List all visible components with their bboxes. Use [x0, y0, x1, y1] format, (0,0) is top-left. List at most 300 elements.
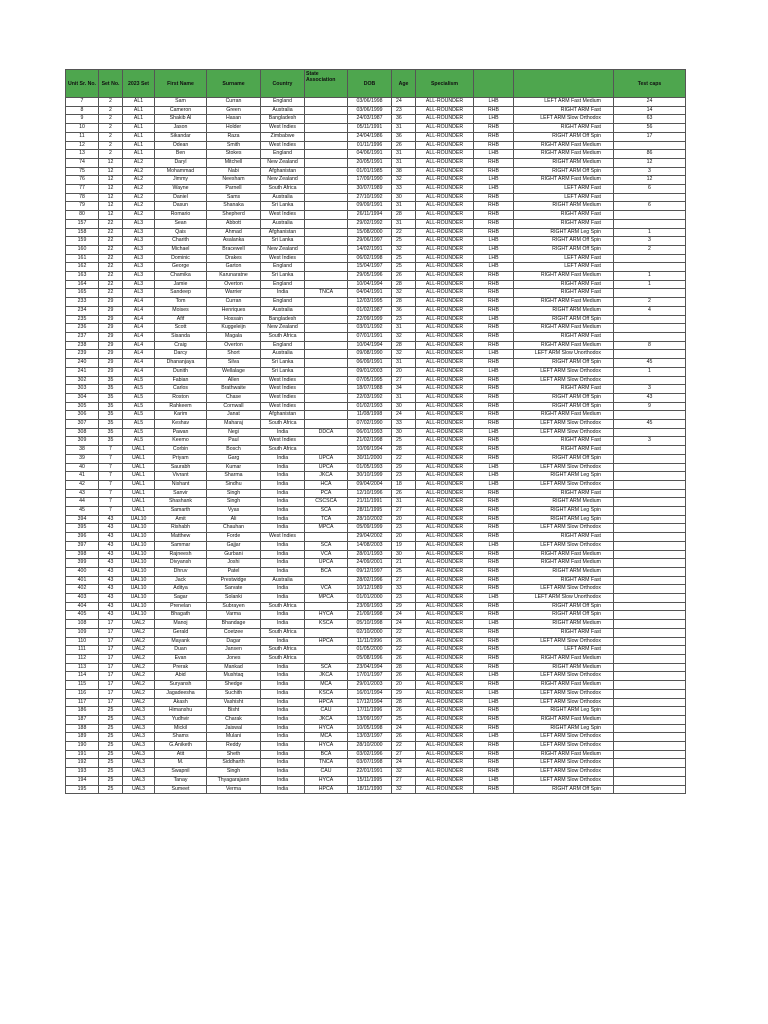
test-caps-cell: [614, 637, 686, 646]
test-caps-cell: [614, 472, 686, 481]
state-association-cell: [305, 533, 348, 542]
age-cell: 27: [392, 376, 416, 385]
surname-cell: Magala: [207, 332, 261, 341]
unit-sr-no-cell: 161: [66, 254, 99, 263]
batting-hand-cell: RHB: [474, 202, 514, 211]
specialism-cell: ALL-ROUNDER: [416, 733, 474, 742]
state-association-cell: [305, 167, 348, 176]
first-name-cell: Dhananjaya: [155, 359, 207, 368]
dob-cell: 28/10/2002: [348, 515, 392, 524]
set-no-cell: 43: [99, 611, 123, 620]
dob-cell: 18/11/1990: [348, 785, 392, 794]
batting-hand-cell: RHB: [474, 402, 514, 411]
specialism-cell: ALL-ROUNDER: [416, 158, 474, 167]
set-2023-cell: UAL2: [123, 637, 155, 646]
surname-cell: Chauhan: [207, 524, 261, 533]
age-cell: 23: [392, 472, 416, 481]
table-row: [66, 637, 686, 646]
table-row: [66, 245, 686, 254]
first-name-cell: Bhagath: [155, 611, 207, 620]
unit-sr-no-cell: 400: [66, 567, 99, 576]
country-cell: India: [261, 507, 305, 516]
first-name-cell: Sumeet: [155, 785, 207, 794]
dob-cell: 27/10/1992: [348, 193, 392, 202]
country-cell: West Indies: [261, 385, 305, 394]
dob-cell: 15/11/1995: [348, 776, 392, 785]
first-name-cell: Divyansh: [155, 559, 207, 568]
table-row: [66, 298, 686, 307]
first-name-cell: Wayne: [155, 185, 207, 194]
bowling-style-cell: RIGHT ARM Off Spin: [514, 237, 614, 246]
set-2023-cell: UAL3: [123, 742, 155, 751]
batting-hand-cell: RHB: [474, 298, 514, 307]
set-2023-cell: UAL2: [123, 646, 155, 655]
bowling-style-cell: LEFT ARM Slow Unorthodox: [514, 594, 614, 603]
set-2023-cell: AL3: [123, 272, 155, 281]
test-caps-cell: 24: [614, 98, 686, 107]
batting-hand-cell: LHB: [474, 367, 514, 376]
set-no-cell: 25: [99, 768, 123, 777]
state-association-cell: [305, 158, 348, 167]
unit-sr-no-cell: 241: [66, 367, 99, 376]
state-association-cell: KSCA: [305, 620, 348, 629]
first-name-cell: Keemo: [155, 437, 207, 446]
batting-hand-cell: RHB: [474, 211, 514, 220]
unit-sr-no-cell: 194: [66, 776, 99, 785]
specialism-cell: ALL-ROUNDER: [416, 385, 474, 394]
bowling-style-cell: LEFT ARM Fast: [514, 263, 614, 272]
specialism-cell: ALL-ROUNDER: [416, 715, 474, 724]
bowling-style-cell: LEFT ARM Slow Orthodox: [514, 698, 614, 707]
test-caps-cell: [614, 785, 686, 794]
specialism-cell: ALL-ROUNDER: [416, 576, 474, 585]
set-2023-cell: UAL3: [123, 733, 155, 742]
bowling-style-cell: RIGHT ARM Off Spin: [514, 393, 614, 402]
first-name-cell: Amit: [155, 515, 207, 524]
specialism-cell: ALL-ROUNDER: [416, 245, 474, 254]
country-cell: Afghanistan: [261, 167, 305, 176]
specialism-cell: ALL-ROUNDER: [416, 315, 474, 324]
dob-cell: 28/01/1993: [348, 550, 392, 559]
set-2023-cell: AL1: [123, 115, 155, 124]
dob-cell: 09/08/1990: [348, 350, 392, 359]
specialism-cell: ALL-ROUNDER: [416, 698, 474, 707]
test-caps-cell: [614, 289, 686, 298]
dob-cell: 14/02/1991: [348, 245, 392, 254]
test-caps-cell: [614, 332, 686, 341]
dob-cell: 29/05/1996: [348, 272, 392, 281]
unit-sr-no-cell: 307: [66, 420, 99, 429]
surname-cell: Neesham: [207, 176, 261, 185]
country-cell: India: [261, 750, 305, 759]
test-caps-cell: [614, 324, 686, 333]
age-cell: 34: [392, 385, 416, 394]
test-caps-cell: [614, 689, 686, 698]
specialism-cell: ALL-ROUNDER: [416, 559, 474, 568]
country-cell: New Zealand: [261, 158, 305, 167]
country-cell: Sri Lanka: [261, 272, 305, 281]
first-name-cell: Swapnil: [155, 768, 207, 777]
set-no-cell: 43: [99, 602, 123, 611]
batting-hand-cell: RHB: [474, 655, 514, 664]
dob-cell: 05/09/1999: [348, 524, 392, 533]
batting-hand-cell: RHB: [474, 681, 514, 690]
first-name-cell: Tom: [155, 298, 207, 307]
age-cell: 21: [392, 559, 416, 568]
country-cell: South Africa: [261, 446, 305, 455]
batting-hand-cell: LHB: [474, 672, 514, 681]
specialism-cell: ALL-ROUNDER: [416, 280, 474, 289]
unit-sr-no-cell: 193: [66, 768, 99, 777]
surname-cell: Bisht: [207, 707, 261, 716]
first-name-cell: Jimmy: [155, 176, 207, 185]
specialism-cell: ALL-ROUNDER: [416, 463, 474, 472]
country-cell: West Indies: [261, 254, 305, 263]
country-cell: West Indies: [261, 376, 305, 385]
first-name-cell: Sean: [155, 219, 207, 228]
unit-sr-no-cell: 114: [66, 672, 99, 681]
specialism-cell: ALL-ROUNDER: [416, 646, 474, 655]
state-association-cell: HPCA: [305, 785, 348, 794]
batting-hand-cell: RHB: [474, 498, 514, 507]
set-no-cell: 22: [99, 228, 123, 237]
set-no-cell: 2: [99, 106, 123, 115]
age-cell: 30: [392, 402, 416, 411]
col-header-set-no: Set No.: [99, 70, 123, 98]
specialism-cell: ALL-ROUNDER: [416, 376, 474, 385]
set-no-cell: 43: [99, 594, 123, 603]
state-association-cell: [305, 193, 348, 202]
age-cell: 38: [392, 167, 416, 176]
bowling-style-cell: RIGHT ARM Medium: [514, 663, 614, 672]
unit-sr-no-cell: 399: [66, 559, 99, 568]
unit-sr-no-cell: 187: [66, 715, 99, 724]
country-cell: India: [261, 724, 305, 733]
surname-cell: Hasan: [207, 115, 261, 124]
surname-cell: Kumar: [207, 463, 261, 472]
specialism-cell: ALL-ROUNDER: [416, 768, 474, 777]
set-no-cell: 7: [99, 454, 123, 463]
set-no-cell: 22: [99, 263, 123, 272]
country-cell: West Indies: [261, 402, 305, 411]
unit-sr-no-cell: 402: [66, 585, 99, 594]
set-no-cell: 22: [99, 272, 123, 281]
specialism-cell: ALL-ROUNDER: [416, 785, 474, 794]
country-cell: England: [261, 280, 305, 289]
country-cell: England: [261, 298, 305, 307]
table-row: [66, 141, 686, 150]
set-no-cell: 35: [99, 385, 123, 394]
surname-cell: Green: [207, 106, 261, 115]
batting-hand-cell: RHB: [474, 489, 514, 498]
first-name-cell: Karim: [155, 411, 207, 420]
dob-cell: 01/05/1993: [348, 463, 392, 472]
set-2023-cell: UAL1: [123, 472, 155, 481]
batting-hand-cell: LHB: [474, 185, 514, 194]
bowling-style-cell: RIGHT ARM Fast: [514, 289, 614, 298]
batting-hand-cell: LHB: [474, 733, 514, 742]
country-cell: India: [261, 715, 305, 724]
set-no-cell: 12: [99, 211, 123, 220]
test-caps-cell: 3: [614, 437, 686, 446]
set-2023-cell: UAL3: [123, 715, 155, 724]
set-no-cell: 35: [99, 411, 123, 420]
unit-sr-no-cell: 45: [66, 507, 99, 516]
first-name-cell: Abid: [155, 672, 207, 681]
set-no-cell: 35: [99, 437, 123, 446]
set-no-cell: 25: [99, 733, 123, 742]
batting-hand-cell: RHB: [474, 576, 514, 585]
country-cell: India: [261, 498, 305, 507]
set-no-cell: 7: [99, 480, 123, 489]
dob-cell: 11/08/1998: [348, 411, 392, 420]
state-association-cell: HYCA: [305, 776, 348, 785]
bowling-style-cell: LEFT ARM Slow Orthodox: [514, 776, 614, 785]
test-caps-cell: 45: [614, 359, 686, 368]
unit-sr-no-cell: 233: [66, 298, 99, 307]
country-cell: India: [261, 689, 305, 698]
unit-sr-no-cell: 13: [66, 150, 99, 159]
specialism-cell: ALL-ROUNDER: [416, 393, 474, 402]
set-no-cell: 29: [99, 306, 123, 315]
surname-cell: Jansen: [207, 646, 261, 655]
table-row: [66, 385, 686, 394]
test-caps-cell: [614, 411, 686, 420]
unit-sr-no-cell: 401: [66, 576, 99, 585]
dob-cell: 17/01/1997: [348, 672, 392, 681]
specialism-cell: ALL-ROUNDER: [416, 602, 474, 611]
specialism-cell: ALL-ROUNDER: [416, 272, 474, 281]
test-caps-cell: [614, 559, 686, 568]
unit-sr-no-cell: 111: [66, 646, 99, 655]
set-no-cell: 17: [99, 620, 123, 629]
age-cell: 18: [392, 480, 416, 489]
unit-sr-no-cell: 190: [66, 742, 99, 751]
age-cell: 23: [392, 315, 416, 324]
first-name-cell: Atit: [155, 750, 207, 759]
set-2023-cell: UAL10: [123, 567, 155, 576]
specialism-cell: ALL-ROUNDER: [416, 480, 474, 489]
unit-sr-no-cell: 188: [66, 724, 99, 733]
unit-sr-no-cell: 304: [66, 393, 99, 402]
table-row: [66, 150, 686, 159]
bowling-style-cell: RIGHT ARM Fast Medium: [514, 655, 614, 664]
test-caps-cell: [614, 524, 686, 533]
country-cell: West Indies: [261, 533, 305, 542]
bowling-style-cell: RIGHT ARM Fast Medium: [514, 341, 614, 350]
set-no-cell: 29: [99, 332, 123, 341]
state-association-cell: [305, 359, 348, 368]
age-cell: 30: [392, 550, 416, 559]
bowling-style-cell: RIGHT ARM Medium: [514, 498, 614, 507]
set-2023-cell: AL5: [123, 402, 155, 411]
test-caps-cell: [614, 515, 686, 524]
surname-cell: Abbott: [207, 219, 261, 228]
set-no-cell: 22: [99, 245, 123, 254]
set-2023-cell: AL2: [123, 202, 155, 211]
age-cell: 31: [392, 219, 416, 228]
specialism-cell: ALL-ROUNDER: [416, 672, 474, 681]
test-caps-cell: 1: [614, 367, 686, 376]
country-cell: South Africa: [261, 602, 305, 611]
batting-hand-cell: RHB: [474, 585, 514, 594]
unit-sr-no-cell: 306: [66, 411, 99, 420]
specialism-cell: ALL-ROUNDER: [416, 489, 474, 498]
dob-cell: 21/11/1991: [348, 498, 392, 507]
surname-cell: Curran: [207, 98, 261, 107]
batting-hand-cell: RHB: [474, 385, 514, 394]
set-no-cell: 22: [99, 280, 123, 289]
first-name-cell: Scott: [155, 324, 207, 333]
specialism-cell: ALL-ROUNDER: [416, 446, 474, 455]
country-cell: India: [261, 550, 305, 559]
set-no-cell: 17: [99, 646, 123, 655]
unit-sr-no-cell: 44: [66, 498, 99, 507]
surname-cell: Overton: [207, 341, 261, 350]
col-header-first-name: First Name: [155, 70, 207, 98]
unit-sr-no-cell: 237: [66, 332, 99, 341]
dob-cell: 18/07/1988: [348, 385, 392, 394]
bowling-style-cell: LEFT ARM Slow Orthodox: [514, 672, 614, 681]
dob-cell: 05/08/1996: [348, 655, 392, 664]
unit-sr-no-cell: 108: [66, 620, 99, 629]
age-cell: 32: [392, 768, 416, 777]
surname-cell: Charak: [207, 715, 261, 724]
first-name-cell: Daniel: [155, 193, 207, 202]
surname-cell: Silva: [207, 359, 261, 368]
batting-hand-cell: RHB: [474, 533, 514, 542]
table-row: [66, 176, 686, 185]
batting-hand-cell: LHB: [474, 428, 514, 437]
age-cell: 33: [392, 185, 416, 194]
set-2023-cell: UAL3: [123, 707, 155, 716]
unit-sr-no-cell: 40: [66, 463, 99, 472]
set-no-cell: 35: [99, 376, 123, 385]
test-caps-cell: 1: [614, 228, 686, 237]
age-cell: 23: [392, 524, 416, 533]
state-association-cell: [305, 106, 348, 115]
specialism-cell: ALL-ROUNDER: [416, 759, 474, 768]
bowling-style-cell: LEFT ARM Slow Orthodox: [514, 463, 614, 472]
batting-hand-cell: RHB: [474, 715, 514, 724]
set-2023-cell: AL5: [123, 437, 155, 446]
state-association-cell: [305, 245, 348, 254]
country-cell: India: [261, 515, 305, 524]
country-cell: India: [261, 663, 305, 672]
set-2023-cell: UAL10: [123, 602, 155, 611]
surname-cell: Subrayen: [207, 602, 261, 611]
col-header-dob: DOB: [348, 70, 392, 98]
age-cell: 31: [392, 124, 416, 133]
age-cell: 28: [392, 663, 416, 672]
bowling-style-cell: RIGHT ARM Off Spin: [514, 602, 614, 611]
set-no-cell: 43: [99, 533, 123, 542]
set-2023-cell: UAL3: [123, 750, 155, 759]
surname-cell: Singh: [207, 768, 261, 777]
first-name-cell: Tanay: [155, 776, 207, 785]
bowling-style-cell: RIGHT ARM Fast: [514, 489, 614, 498]
surname-cell: Mitchell: [207, 158, 261, 167]
surname-cell: Shedge: [207, 681, 261, 690]
table-row: [66, 585, 686, 594]
state-association-cell: [305, 132, 348, 141]
specialism-cell: ALL-ROUNDER: [416, 228, 474, 237]
specialism-cell: ALL-ROUNDER: [416, 254, 474, 263]
unit-sr-no-cell: 162: [66, 263, 99, 272]
bowling-style-cell: RIGHT ARM Fast Medium: [514, 272, 614, 281]
age-cell: 36: [392, 115, 416, 124]
country-cell: India: [261, 785, 305, 794]
set-no-cell: 43: [99, 515, 123, 524]
specialism-cell: ALL-ROUNDER: [416, 341, 474, 350]
set-2023-cell: AL1: [123, 132, 155, 141]
table-row: [66, 715, 686, 724]
table-row: [66, 367, 686, 376]
state-association-cell: [305, 332, 348, 341]
dob-cell: 05/11/1991: [348, 124, 392, 133]
bowling-style-cell: LEFT ARM Slow Orthodox: [514, 420, 614, 429]
age-cell: 24: [392, 724, 416, 733]
test-caps-cell: 2: [614, 298, 686, 307]
age-cell: 32: [392, 332, 416, 341]
bowling-style-cell: LEFT ARM Slow Orthodox: [514, 637, 614, 646]
table-row: [66, 289, 686, 298]
batting-hand-cell: LHB: [474, 150, 514, 159]
surname-cell: Allen: [207, 376, 261, 385]
first-name-cell: Jagadeesha: [155, 689, 207, 698]
dob-cell: 21/02/1998: [348, 437, 392, 446]
set-2023-cell: UAL10: [123, 524, 155, 533]
test-caps-cell: 3: [614, 385, 686, 394]
batting-hand-cell: RHB: [474, 437, 514, 446]
country-cell: Australia: [261, 306, 305, 315]
batting-hand-cell: RHB: [474, 742, 514, 751]
batting-hand-cell: RHB: [474, 132, 514, 141]
age-cell: 31: [392, 393, 416, 402]
test-caps-cell: [614, 663, 686, 672]
first-name-cell: Matthew: [155, 533, 207, 542]
dob-cell: 30/07/1989: [348, 185, 392, 194]
bowling-style-cell: LEFT ARM Slow Orthodox: [514, 541, 614, 550]
table-row: [66, 237, 686, 246]
test-caps-cell: 56: [614, 124, 686, 133]
specialism-cell: ALL-ROUNDER: [416, 106, 474, 115]
state-association-cell: MPCA: [305, 524, 348, 533]
dob-cell: 13/09/1997: [348, 715, 392, 724]
age-cell: 20: [392, 367, 416, 376]
surname-cell: Janat: [207, 411, 261, 420]
state-association-cell: [305, 437, 348, 446]
set-no-cell: 2: [99, 98, 123, 107]
bowling-style-cell: LEFT ARM Slow Orthodox: [514, 428, 614, 437]
state-association-cell: [305, 141, 348, 150]
bowling-style-cell: RIGHT ARM Leg Spin: [514, 472, 614, 481]
set-no-cell: 2: [99, 124, 123, 133]
age-cell: 26: [392, 489, 416, 498]
surname-cell: Paul: [207, 437, 261, 446]
set-2023-cell: UAL10: [123, 585, 155, 594]
bowling-style-cell: LEFT ARM Slow Orthodox: [514, 376, 614, 385]
col-header-test-caps: Test caps: [614, 70, 686, 98]
table-row: [66, 524, 686, 533]
bowling-style-cell: RIGHT ARM Fast: [514, 437, 614, 446]
surname-cell: Shepherd: [207, 211, 261, 220]
unit-sr-no-cell: 160: [66, 245, 99, 254]
table-row: [66, 663, 686, 672]
dob-cell: 09/09/1991: [348, 202, 392, 211]
specialism-cell: ALL-ROUNDER: [416, 742, 474, 751]
first-name-cell: Himanshu: [155, 707, 207, 716]
